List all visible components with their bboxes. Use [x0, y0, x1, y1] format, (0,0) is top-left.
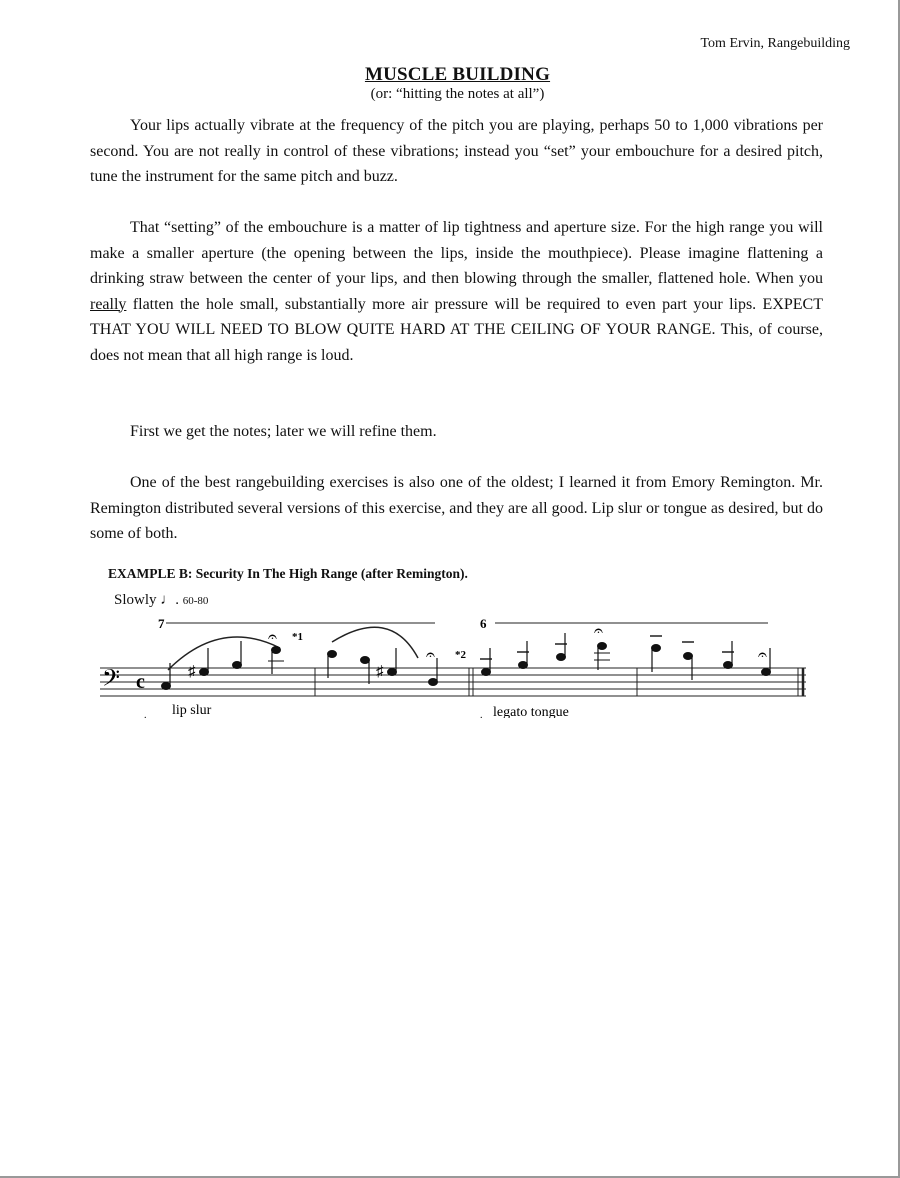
- note-3: [233, 662, 242, 669]
- paragraph-embouchure-setting: [90, 215, 823, 368]
- sharp-icon-2: ♯: [376, 664, 384, 680]
- running-head: Tom Ervin, Rangebuilding: [700, 36, 850, 51]
- paragraph-lip-vibration: Your lips actually vibrate at the frequency of the pitch you are playing, perhaps 50 to 1,000 vibrations per second. You are not really in control of these vibrations; instead you “set” your embouchure for a desired pitch, tune the instrument for the same pitch and buzz.: [90, 117, 823, 185]
- tuplet-number-left: 7: [158, 616, 165, 631]
- note-15: [724, 662, 733, 669]
- slur-2: [332, 627, 418, 658]
- fermata-icon-3: 𝄐: [594, 621, 603, 640]
- paragraph-2-part-1: That “setting” of the embouchure is a matter of lip tightness and aperture size. For the high range you will make a smaller aperture (the opening between the lips, inside the mouthpiece). Please imagine flattening a drinking straw between the center of your lips, and then blowing through the smaller, flattened hole. When you: [90, 219, 823, 287]
- note-14: [684, 653, 693, 660]
- note-4: [272, 647, 281, 654]
- dynamic-mark-right: .: [480, 710, 483, 718]
- note-12: [598, 643, 607, 650]
- tempo-word: Slowly: [114, 592, 157, 608]
- fermata-icon-2: 𝄐: [426, 645, 435, 664]
- label-legato-tongue: legato tongue: [493, 705, 569, 718]
- note-13: [652, 645, 661, 652]
- fermata-icon-4: 𝄐: [758, 645, 767, 664]
- footnote-marker-2: *2: [455, 649, 466, 661]
- note-2: [200, 669, 209, 676]
- notes-measure-4: [652, 641, 771, 680]
- dynamic-mark-left: .: [144, 710, 147, 718]
- note-5: [328, 651, 337, 658]
- tempo-range: 60-80: [182, 595, 209, 607]
- page-subtitle: (or: “hitting the notes at all”): [370, 86, 545, 102]
- slur-1: [168, 637, 280, 670]
- note-11: [557, 654, 566, 661]
- paragraph-2-part-2: flatten the hole small, substantially more air pressure will be required to even part your lips. EXPECT THAT YOU WILL NEED TO BLOW QUITE HARD AT THE CEILING OF YOUR RANGE. This, of course, does not mean that all high range is loud.: [90, 295, 823, 364]
- example-caption: EXAMPLE B: Security In The High Range (after Remington).: [108, 566, 468, 581]
- fermata-icon: 𝄐: [268, 627, 277, 646]
- label-lip-slur: lip slur: [172, 703, 212, 718]
- dotted-quarter-icon: ♩.: [160, 592, 180, 608]
- tempo-marking: [114, 592, 208, 609]
- bass-clef-icon: 𝄢: [102, 664, 121, 697]
- emphasis-really: really: [90, 295, 127, 313]
- note-8: [429, 679, 438, 686]
- note-6: [361, 657, 370, 664]
- note-9: [482, 669, 491, 676]
- tenuto-marks: [480, 636, 734, 659]
- time-signature: c: [136, 671, 145, 693]
- tuplet-number-right: 6: [480, 616, 487, 631]
- note-10: [519, 662, 528, 669]
- note-7: [388, 669, 397, 676]
- footnote-marker-1: *1: [292, 631, 303, 643]
- page-title: MUSCLE BUILDING: [364, 64, 551, 85]
- notes-measure-3: [482, 633, 611, 676]
- note-16: [762, 669, 771, 676]
- paragraph-remington: One of the best rangebuilding exercises is also one of the oldest; I learned it from Emory Remington. Mr. Remington distributed several versions of this exercise, and they are all good. Lip slur or tongue as desired, but do some of both.: [90, 474, 823, 542]
- music-notation-example: [100, 608, 810, 718]
- sharp-icon: ♯: [188, 664, 196, 680]
- paragraph-get-notes: First we get the notes; later we will refine them.: [130, 423, 437, 440]
- note-1: [162, 683, 171, 690]
